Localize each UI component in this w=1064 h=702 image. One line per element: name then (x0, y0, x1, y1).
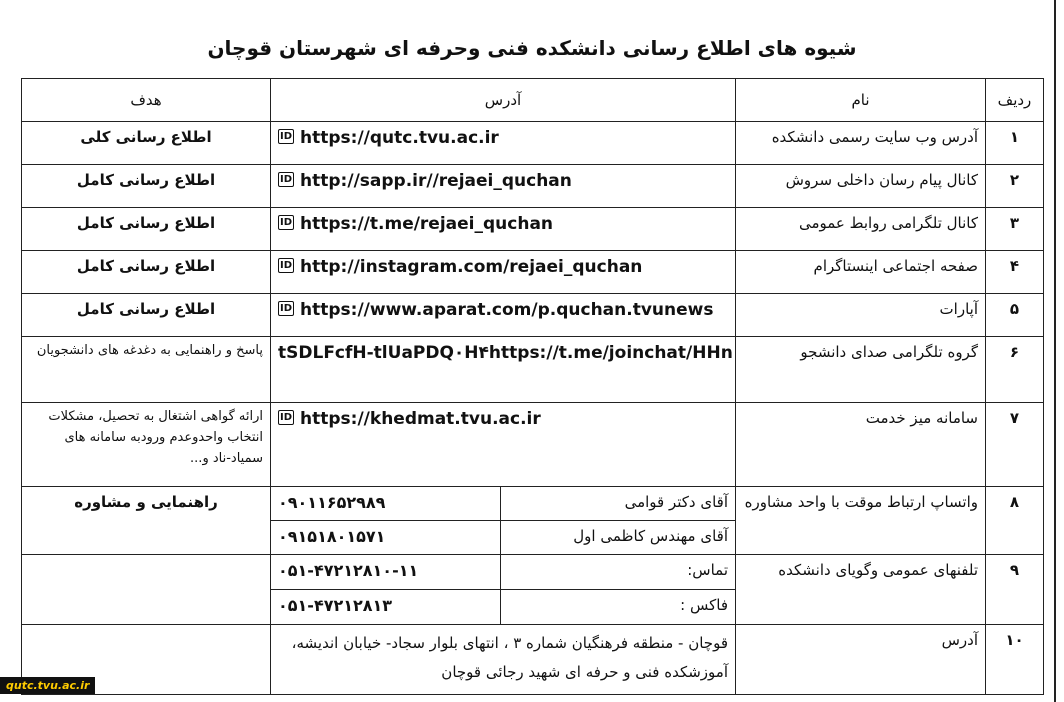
row-address-link[interactable] (271, 337, 736, 403)
row-address-link[interactable] (271, 165, 736, 208)
row-index: ۱ (986, 122, 1044, 165)
id-icon: ID (280, 411, 293, 423)
phone-value[interactable]: ۰۵۱-۴۷۲۱۲۸۱۳ (271, 590, 501, 625)
row-name: تلفنهای عمومی وگویای دانشکده (736, 555, 986, 625)
row-goal: اطلاع رسانی کامل (22, 294, 271, 337)
row-index: ۱۰ (986, 625, 1044, 695)
contact-phone[interactable]: ۰۹۰۱۱۶۵۲۹۸۹ (271, 487, 501, 521)
table-row (22, 208, 1044, 251)
page-title: شیوه های اطلاع رسانی دانشکده فنی وحرفه ای شهرستان قوچان (207, 36, 857, 60)
table-row (22, 294, 1044, 337)
row-address[interactable]: https://qutc.tvu.ac.ir (300, 128, 499, 148)
row-name: کانال تلگرامی روابط عمومی (736, 208, 986, 251)
row-name: آدرس (736, 625, 986, 695)
id-icon: ID (280, 259, 293, 271)
contact-phone[interactable]: ۰۹۱۵۱۸۰۱۵۷۱ (271, 521, 501, 555)
row-address[interactable]: tSDLFcfH-tlUaPDQ۰H۴https://t.me/joinchat/HHn (278, 343, 733, 363)
row-goal: پاسخ و راهنمایی به دغدغه های دانشجویان (22, 337, 271, 403)
row-address-link[interactable] (271, 403, 736, 487)
phone-label: تماس: (501, 555, 736, 590)
row-goal: اطلاع رسانی کامل (22, 251, 271, 294)
row-index: ۲ (986, 165, 1044, 208)
row-address-link[interactable] (271, 208, 736, 251)
row-index: ۹ (986, 555, 1044, 625)
row-goal: اطلاع رسانی کلی (22, 122, 271, 165)
contact-person: آقای دکتر قوامی (501, 487, 736, 521)
row-index: ۳ (986, 208, 1044, 251)
row-name: واتساپ ارتباط موقت با واحد مشاوره (736, 487, 986, 555)
row-address-link[interactable] (271, 251, 736, 294)
row-name: سامانه میز خدمت (736, 403, 986, 487)
row-address-link[interactable] (271, 122, 736, 165)
info-table (21, 78, 1044, 695)
header-address: آدرس (271, 79, 736, 122)
phone-label: فاکس : (501, 590, 736, 625)
row-index: ۵ (986, 294, 1044, 337)
row-goal: ارائه گواهی اشتغال به تحصیل، مشکلات انتخاب واحدوعدم ورودبه سامانه های سمیاد-ناد و... (22, 403, 271, 487)
row-name: کانال پیام رسان داخلی سروش (736, 165, 986, 208)
row-index: ۴ (986, 251, 1044, 294)
row-name: آدرس وب سایت رسمی دانشکده (736, 122, 986, 165)
row-name: صفحه اجتماعی اینستاگرام (736, 251, 986, 294)
table-row (22, 487, 1044, 521)
header-idx: ردیف (986, 79, 1044, 122)
header-name: نام (736, 79, 986, 122)
header-goal: هدف (22, 79, 271, 122)
table-row (22, 251, 1044, 294)
id-icon: ID (280, 216, 293, 228)
row-address[interactable]: http://instagram.com/rejaei_quchan (300, 257, 643, 277)
table-row (22, 555, 1044, 590)
row-name: گروه تلگرامی صدای دانشجو (736, 337, 986, 403)
row-goal-empty (22, 555, 271, 625)
row-name: آپارات (736, 294, 986, 337)
row-goal: اطلاع رسانی کامل (22, 165, 271, 208)
header-row (22, 79, 1044, 122)
site-badge: qutc.tvu.ac.ir (0, 677, 95, 694)
contact-person: آقای مهندس کاظمی اول (501, 521, 736, 555)
row-index: ۸ (986, 487, 1044, 555)
table-row (22, 122, 1044, 165)
row-goal: راهنمایی و مشاوره (22, 487, 271, 555)
row-index: ۷ (986, 403, 1044, 487)
id-icon: ID (280, 130, 293, 142)
table-row (22, 403, 1044, 487)
id-icon: ID (280, 302, 293, 314)
phone-value[interactable]: ۰۵۱-۴۷۲۱۲۸۱۰-۱۱ (271, 555, 501, 590)
row-address[interactable]: https://t.me/rejaei_quchan (300, 214, 554, 234)
page-border-line (1054, 0, 1056, 702)
id-icon: ID (280, 173, 293, 185)
row-index: ۶ (986, 337, 1044, 403)
table-row (22, 625, 1044, 695)
row-address-link[interactable] (271, 294, 736, 337)
table-row (22, 165, 1044, 208)
row-address[interactable]: https://www.aparat.com/p.quchan.tvunews (300, 300, 714, 320)
row-address[interactable]: https://khedmat.tvu.ac.ir (300, 409, 541, 429)
row-goal: اطلاع رسانی کامل (22, 208, 271, 251)
row-address: قوچان - منطقه فرهنگیان شماره ۳ ، انتهای بلوار سجاد- خیابان اندیشه، آموزشکده فنی و حرفه ای شهید رجائی قوچان (271, 625, 736, 695)
table-row (22, 337, 1044, 403)
row-address[interactable]: http://sapp.ir//rejaei_quchan (300, 171, 572, 191)
